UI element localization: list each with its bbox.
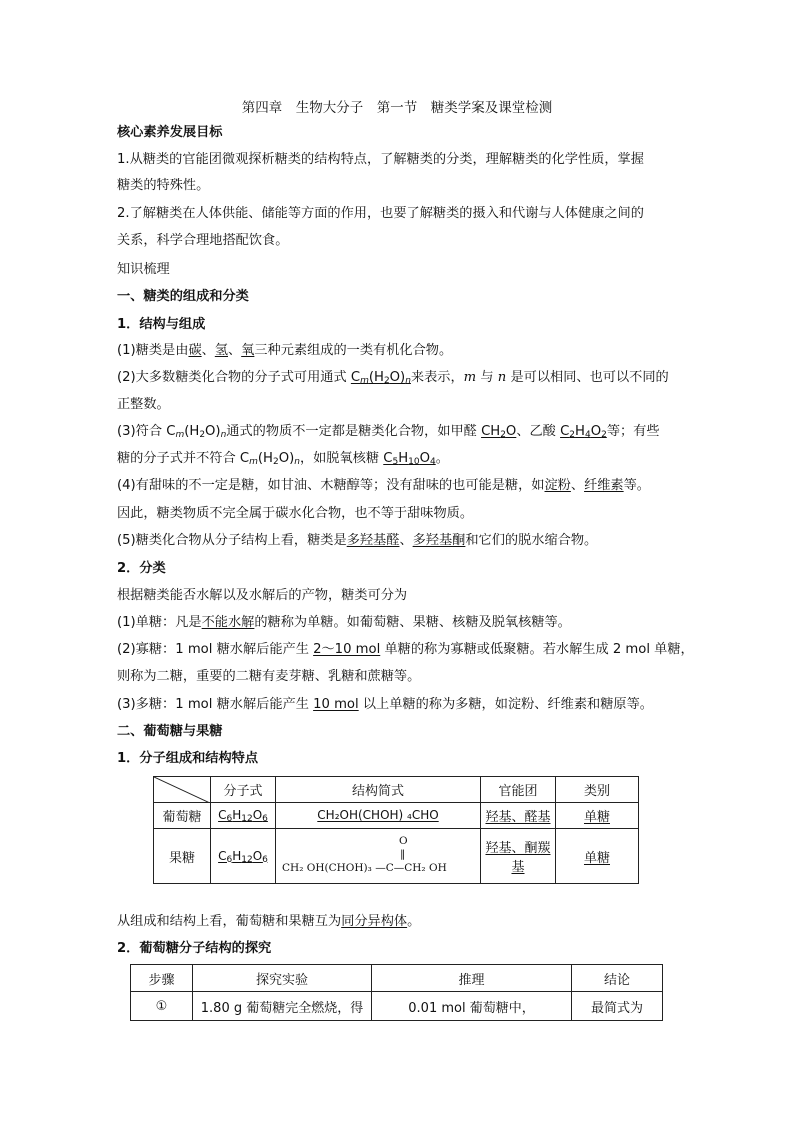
para-4: (4)有甜味的不一定是糖，如甘油、木糖醇等；没有甜味的也可能是糖，如淀粉、纤维素等。 bbox=[117, 478, 650, 493]
goal-1-line-b: 糖类的特殊性。 bbox=[117, 178, 210, 193]
answer-polyhydroxy-aldehyde: 多羟基醛 bbox=[346, 533, 400, 548]
acetic-acid-formula: $C_2H_4O_2$ bbox=[560, 424, 607, 440]
experiment-cell: 1.80 g 葡萄糖完全燃烧，得 bbox=[193, 992, 372, 1021]
header-experiment: 探究实验 bbox=[193, 965, 372, 992]
fructose-structure bbox=[276, 829, 481, 884]
section-1-heading: 一、糖类的组成和分类 bbox=[117, 289, 249, 304]
header-step: 步骤 bbox=[131, 965, 193, 992]
para-5: (5)糖类化合物从分子结构上看，糖类是多羟基醛、多羟基酮和它们的脱水缩合物。 bbox=[117, 533, 598, 548]
section-2-heading: 二、葡萄糖与果糖 bbox=[117, 724, 223, 739]
diagonal-line bbox=[154, 777, 210, 803]
header-structure: 结构简式 bbox=[276, 777, 481, 803]
para-3: (3)符合 $C_m(H_2O)_n$通式的物质不一定都是糖类化合物，如甲醛 $CH_2O$、乙酸 $C_2H_4O_2$等；有些 bbox=[117, 424, 660, 440]
deoxyribose-formula: $C_5H_{10}O_4$ bbox=[383, 451, 436, 467]
subsection-glucose-exploration: 2．葡萄糖分子结构的探究 bbox=[117, 941, 272, 956]
para-1: (1)糖类是由碳、氢、氧三种元素组成的一类有机化合物。 bbox=[117, 343, 453, 358]
goal-1-line-a: 1.从糖类的官能团微观探析糖类的结构特点，了解糖类的分类，理解糖类的化学性质，掌握 bbox=[117, 152, 644, 167]
fructose-group: 羟基、酮羰基 bbox=[481, 829, 556, 884]
goal-2-line-b: 关系，科学合理地搭配饮食。 bbox=[117, 233, 289, 248]
fructose-category: 单糖 bbox=[556, 829, 639, 884]
page-title: 第四章 生物大分子 第一节 糖类学案及课堂检测 bbox=[241, 100, 553, 116]
subsection-classification: 2．分类 bbox=[117, 561, 166, 576]
knowledge-heading: 知识梳理 bbox=[117, 262, 170, 277]
glucose-group: 羟基、醛基 bbox=[481, 803, 556, 829]
answer-polyhydroxy-ketone: 多羟基酮 bbox=[412, 533, 466, 548]
class-monosaccharide: (1)单糖：凡是不能水解的糖称为单糖。如葡萄糖、果糖、核糖及脱氧核糖等。 bbox=[117, 615, 571, 630]
glucose-category: 单糖 bbox=[556, 803, 639, 829]
table-row bbox=[154, 803, 639, 829]
answer-starch: 淀粉 bbox=[544, 478, 571, 493]
table-row bbox=[131, 992, 663, 1021]
isomer-statement: 从组成和结构上看，葡萄糖和果糖互为同分异构体。 bbox=[117, 914, 421, 929]
table-header-row bbox=[154, 777, 639, 803]
answer-non-hydrolysable: 不能水解 bbox=[201, 615, 255, 630]
answer-hydrogen: 氢 bbox=[214, 343, 228, 358]
formaldehyde-formula: $CH_2O$ bbox=[481, 424, 517, 440]
class-oligosaccharide: (2)寡糖：1 mol 糖水解后能产生 2～10 mol 单糖的称为寡糖或低聚糖。若水解生成 2 mol 单糖， bbox=[117, 642, 694, 657]
reasoning-cell: 0.01 mol 葡萄糖中， bbox=[372, 992, 572, 1021]
step-cell: ① bbox=[131, 992, 193, 1021]
class-oligosaccharide-cont: 则称为二糖，重要的二糖有麦芽糖、乳糖和蔗糖等。 bbox=[117, 669, 421, 684]
subsection-structure: 1．结构与组成 bbox=[117, 317, 206, 332]
answer-10-mol: 10 mol bbox=[313, 697, 359, 712]
answer-cellulose: 纤维素 bbox=[584, 478, 624, 493]
table-row bbox=[154, 829, 639, 884]
fructose-name: 果糖 bbox=[154, 829, 211, 884]
answer-carbon: 碳 bbox=[188, 343, 202, 358]
fructose-structure-formula: O ‖ CH₂ OH(CHOH)₃ —C—CH₂ OH bbox=[282, 835, 447, 874]
para-2: (2)大多数糖类化合物的分子式可用通式 $C_m(H_2O)_n$来表示，m 与 n 是可以相同、也可以不同的 bbox=[117, 370, 669, 386]
exploration-table bbox=[130, 964, 663, 1021]
para-2-cont: 正整数。 bbox=[117, 397, 170, 412]
header-conclusion: 结论 bbox=[572, 965, 663, 992]
para-4-cont: 因此，糖类物质不完全属于碳水化合物，也不等于甜味物质。 bbox=[117, 506, 474, 521]
header-category: 类别 bbox=[556, 777, 639, 803]
general-formula: $C_m(H_2O)_n$ bbox=[350, 370, 411, 386]
glucose-structure: CH₂OH(CHOH) ₄CHO bbox=[276, 803, 481, 829]
answer-2-10-mol: 2～10 mol bbox=[313, 642, 381, 657]
answer-oxygen: 氧 bbox=[241, 343, 255, 358]
conclusion-cell: 最简式为 bbox=[572, 992, 663, 1021]
header-functional-group: 官能团 bbox=[481, 777, 556, 803]
goal-2-line-a: 2.了解糖类在人体供能、储能等方面的作用，也要了解糖类的摄入和代谢与人体健康之间的 bbox=[117, 206, 644, 221]
header-formula: 分子式 bbox=[211, 777, 276, 803]
fructose-formula: $C_6H_{12}O_6$ bbox=[211, 829, 276, 884]
diagonal-header-cell bbox=[154, 777, 211, 803]
header-reasoning: 推理 bbox=[372, 965, 572, 992]
table-header-row bbox=[131, 965, 663, 992]
glucose-name: 葡萄糖 bbox=[154, 803, 211, 829]
answer-isomer: 同分异构体 bbox=[341, 914, 408, 929]
class-polysaccharide: (3)多糖：1 mol 糖水解后能产生 10 mol 以上单糖的称为多糖，如淀粉、纤维素和糖原等。 bbox=[117, 697, 653, 712]
sugar-structure-table bbox=[153, 776, 639, 884]
subsection-composition: 1．分子组成和结构特点 bbox=[117, 751, 259, 766]
goals-heading: 核心素养发展目标 bbox=[117, 125, 223, 140]
para-3-cont: 糖的分子式并不符合 $C_m(H_2O)_n$，如脱氧核糖 $C_5H_{10}O_4$。 bbox=[117, 451, 449, 467]
classification-intro: 根据糖类能否水解以及水解后的产物，糖类可分为 bbox=[117, 588, 408, 603]
glucose-formula: $C_6H_{12}O_6$ bbox=[211, 803, 276, 829]
